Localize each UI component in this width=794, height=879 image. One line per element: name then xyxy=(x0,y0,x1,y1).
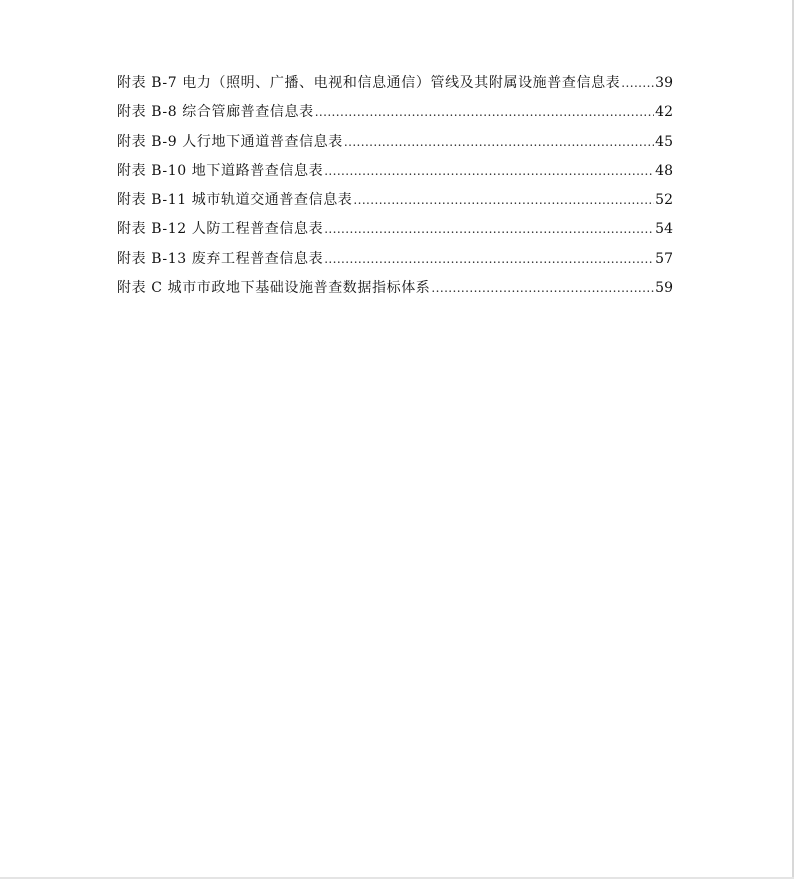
toc-entry-title: 附表 B-12 人防工程普查信息表 xyxy=(117,221,324,238)
toc-entry-page: 59 xyxy=(655,280,673,297)
toc-entry-page: 52 xyxy=(655,192,673,209)
toc-entry-title: 附表 B-9 人行地下通道普查信息表 xyxy=(117,133,343,150)
toc-entry xyxy=(117,215,673,244)
toc-entry xyxy=(117,98,673,127)
toc-entry-page: 48 xyxy=(655,162,673,179)
toc-entry xyxy=(117,128,673,157)
toc-entry-page: 42 xyxy=(655,104,673,121)
toc-entry-title: 附表 B-7 电力（照明、广播、电视和信息通信）管线及其附属设施普查信息表 xyxy=(117,75,621,91)
toc-entry xyxy=(117,186,673,215)
toc-leader-dots xyxy=(324,157,654,186)
toc-entry xyxy=(117,245,673,274)
toc-entry xyxy=(117,69,673,98)
toc-entry-title: 附表 B-11 城市轨道交通普查信息表 xyxy=(117,192,353,209)
toc-leader-dots xyxy=(344,128,654,157)
toc-entry-page: 54 xyxy=(655,221,673,238)
toc-leader-dots xyxy=(315,98,654,127)
toc-entry-title: 附表 B-13 废弃工程普查信息表 xyxy=(117,250,324,267)
toc-entry-title: 附表 B-10 地下道路普查信息表 xyxy=(117,162,324,179)
toc-leader-dots xyxy=(431,274,654,303)
toc-leader-dots xyxy=(324,245,654,274)
toc-leader-dots xyxy=(353,186,654,215)
toc-entry-page: 39 xyxy=(655,75,673,91)
toc-entry-title: 附表 B-8 综合管廊普查信息表 xyxy=(117,104,314,121)
toc-leader-dots xyxy=(324,215,654,244)
toc-entry xyxy=(117,274,673,303)
toc-leader-dots xyxy=(621,69,654,98)
table-of-contents xyxy=(117,69,673,303)
toc-entry-title: 附表 C 城市市政地下基础设施普查数据指标体系 xyxy=(117,280,431,297)
toc-entry-page: 45 xyxy=(655,133,673,150)
toc-entry xyxy=(117,157,673,186)
toc-entry-page: 57 xyxy=(655,250,673,267)
